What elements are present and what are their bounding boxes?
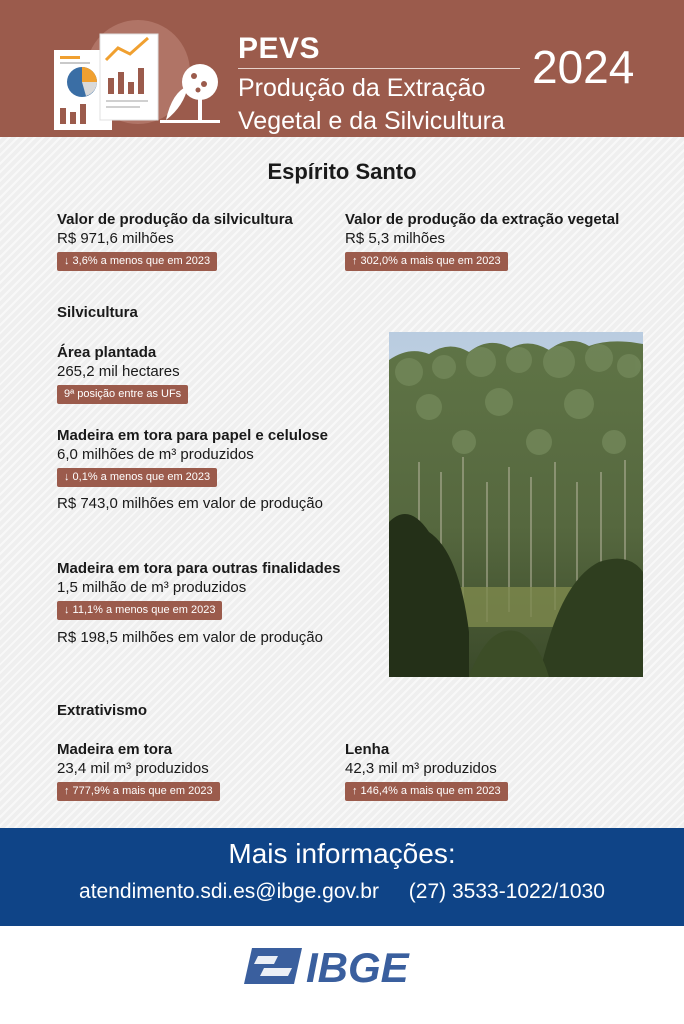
- state-title: Espírito Santo: [267, 159, 417, 184]
- madeira-tora-value: 23,4 mil m³ produzidos: [57, 760, 209, 777]
- section-extrativismo-heading: Extrativismo: [57, 702, 148, 719]
- summary-extracao: [345, 210, 619, 271]
- summary-silvicultura: [57, 210, 293, 271]
- outras-finalidades-label: Madeira em tora para outras finalidades: [57, 560, 341, 577]
- lenha-change-badge: ↑ 146,4% a mais que em 2023: [345, 782, 508, 801]
- header-year: 2024: [532, 41, 635, 93]
- papel-celulose-production-value: R$ 743,0 milhões em valor de produção: [57, 495, 323, 512]
- eucalyptus-forest-photo: [389, 332, 643, 677]
- contact-banner: [0, 828, 684, 926]
- header-divider: [238, 68, 520, 69]
- lenha-label: Lenha: [345, 741, 390, 758]
- header-banner: [0, 0, 684, 137]
- report-charts-illustration-icon: [48, 20, 228, 135]
- area-plantada-rank-badge: 9ª posição entre as UFs: [57, 385, 188, 404]
- section-silvicultura-heading: Silvicultura: [57, 304, 138, 321]
- summary-silvicultura-value: R$ 971,6 milhões: [57, 230, 174, 247]
- summary-extracao-value: R$ 5,3 milhões: [345, 230, 446, 247]
- footer-logo-area: [0, 926, 684, 1024]
- papel-celulose-change-badge: ↓ 0,1% a menos que em 2023: [57, 468, 217, 487]
- summary-extracao-label: Valor de produção da extração vegetal: [345, 211, 620, 228]
- outras-finalidades-production-value: R$ 198,5 milhões em valor de produção: [57, 629, 323, 646]
- area-plantada-block: [57, 343, 188, 404]
- contact-heading: Mais informações:: [228, 838, 456, 869]
- ibge-logo: [244, 944, 444, 988]
- contact-phone: (27) 3533-1022/1030: [408, 880, 605, 903]
- area-plantada-value: 265,2 mil hectares: [57, 363, 180, 380]
- ibge-logo-text: IBGE: [306, 944, 409, 988]
- header-acronym: PEVS: [238, 32, 321, 65]
- header-subtitle-line-2: Vegetal e da Silvicultura: [238, 107, 505, 135]
- outras-finalidades-value: 1,5 milhão de m³ produzidos: [57, 579, 247, 596]
- lenha-value: 42,3 mil m³ produzidos: [345, 760, 497, 777]
- ibge-logo-mark-icon: [244, 948, 302, 984]
- header-subtitle-line-1: Produção da Extração: [238, 74, 486, 102]
- papel-celulose-value: 6,0 milhões de m³ produzidos: [57, 446, 254, 463]
- outras-finalidades-change-badge: ↓ 11,1% a menos que em 2023: [57, 601, 222, 620]
- area-plantada-label: Área plantada: [57, 344, 157, 361]
- madeira-tora-label: Madeira em tora: [57, 741, 173, 758]
- papel-celulose-label: Madeira em tora para papel e celulose: [57, 427, 328, 444]
- summary-silvicultura-change-badge: ↓ 3,6% a menos que em 2023: [57, 252, 217, 271]
- outras-finalidades-block: [57, 559, 340, 620]
- contact-email-link[interactable]: atendimento.sdi.es@ibge.gov.br: [79, 880, 379, 903]
- papel-celulose-block: [57, 426, 328, 487]
- summary-silvicultura-label: Valor de produção da silvicultura: [57, 211, 293, 228]
- madeira-tora-block: [57, 740, 220, 801]
- summary-extracao-change-badge: ↑ 302,0% a mais que em 2023: [345, 252, 508, 271]
- main-content: [0, 137, 684, 828]
- contact-line: [0, 880, 684, 904]
- header-subtitle: [238, 72, 538, 138]
- madeira-tora-change-badge: ↑ 777,9% a mais que em 2023: [57, 782, 220, 801]
- lenha-block: [345, 740, 508, 801]
